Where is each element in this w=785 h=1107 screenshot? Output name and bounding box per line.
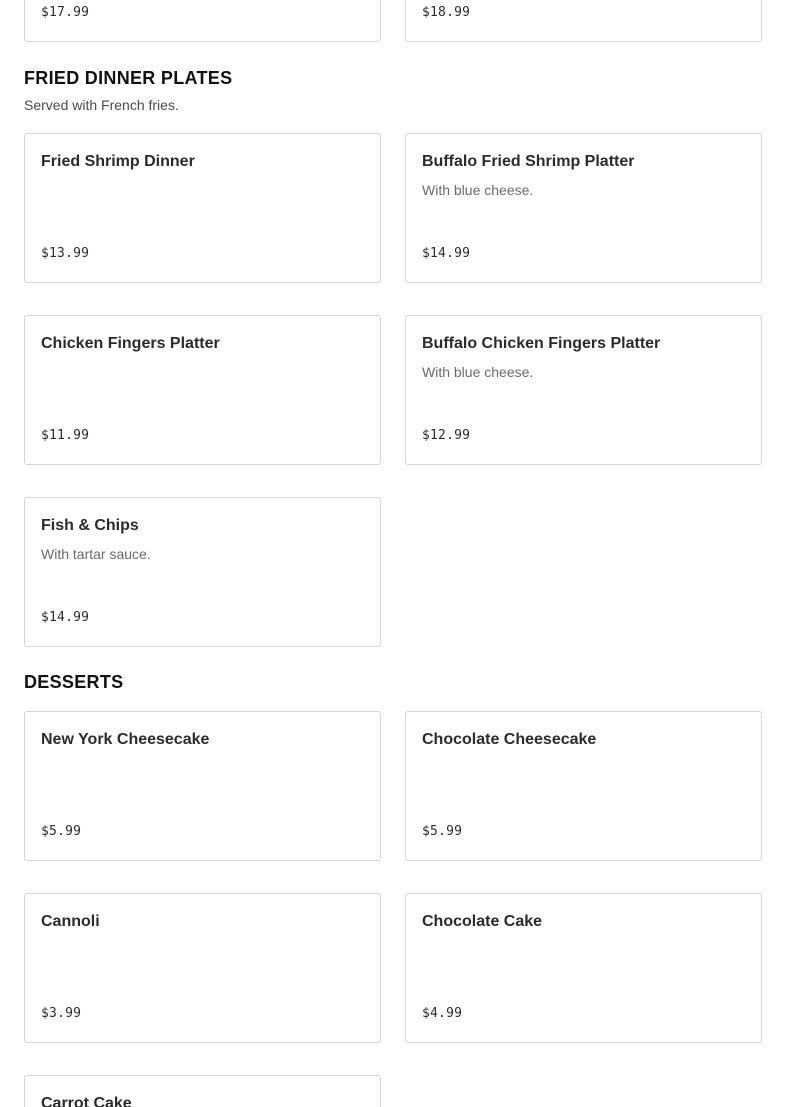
item-name: Cannoli bbox=[41, 913, 100, 930]
menu-item-card[interactable] bbox=[405, 315, 762, 465]
item-name: Buffalo Chicken Fingers Platter bbox=[422, 335, 661, 352]
item-name: Fish & Chips bbox=[41, 517, 139, 534]
item-price: $14.99 bbox=[422, 246, 471, 261]
menu-item-card[interactable] bbox=[24, 133, 381, 283]
item-price: $4.99 bbox=[422, 1006, 463, 1021]
menu-item-card[interactable] bbox=[24, 1075, 381, 1107]
section-title-desserts: DESSERTS bbox=[24, 672, 124, 692]
menu-item-card[interactable] bbox=[24, 497, 381, 647]
item-description: With blue cheese. bbox=[422, 364, 534, 380]
item-name: Buffalo Fried Shrimp Platter bbox=[422, 153, 635, 170]
section-subtitle: Served with French fries. bbox=[24, 97, 179, 113]
item-price: $18.99 bbox=[422, 5, 471, 20]
item-description: With tartar sauce. bbox=[41, 546, 151, 562]
item-price: $14.99 bbox=[41, 610, 90, 625]
item-name: Fried Shrimp Dinner bbox=[41, 153, 195, 170]
item-price: $5.99 bbox=[422, 824, 463, 839]
menu-item-card[interactable] bbox=[24, 315, 381, 465]
item-name: Carrot Cake bbox=[41, 1095, 132, 1107]
item-price: $13.99 bbox=[41, 246, 90, 261]
menu-item-card[interactable] bbox=[24, 711, 381, 861]
menu-item-card[interactable] bbox=[24, 0, 381, 42]
item-description: With blue cheese. bbox=[422, 182, 534, 198]
menu-item-card[interactable] bbox=[405, 133, 762, 283]
item-price: $17.99 bbox=[41, 5, 90, 20]
menu-item-card[interactable] bbox=[405, 711, 762, 861]
item-price: $12.99 bbox=[422, 428, 471, 443]
item-name: Chocolate Cheesecake bbox=[422, 731, 597, 748]
menu-item-card[interactable] bbox=[24, 893, 381, 1043]
section-title-fried-dinner-plates: FRIED DINNER PLATES bbox=[24, 68, 233, 88]
item-price: $11.99 bbox=[41, 428, 90, 443]
menu-item-card[interactable] bbox=[405, 893, 762, 1043]
item-price: $5.99 bbox=[41, 824, 82, 839]
menu-item-card[interactable] bbox=[405, 0, 762, 42]
item-price: $3.99 bbox=[41, 1006, 82, 1021]
item-name: Chicken Fingers Platter bbox=[41, 335, 220, 352]
item-name: New York Cheesecake bbox=[41, 731, 210, 748]
item-name: Chocolate Cake bbox=[422, 913, 543, 930]
